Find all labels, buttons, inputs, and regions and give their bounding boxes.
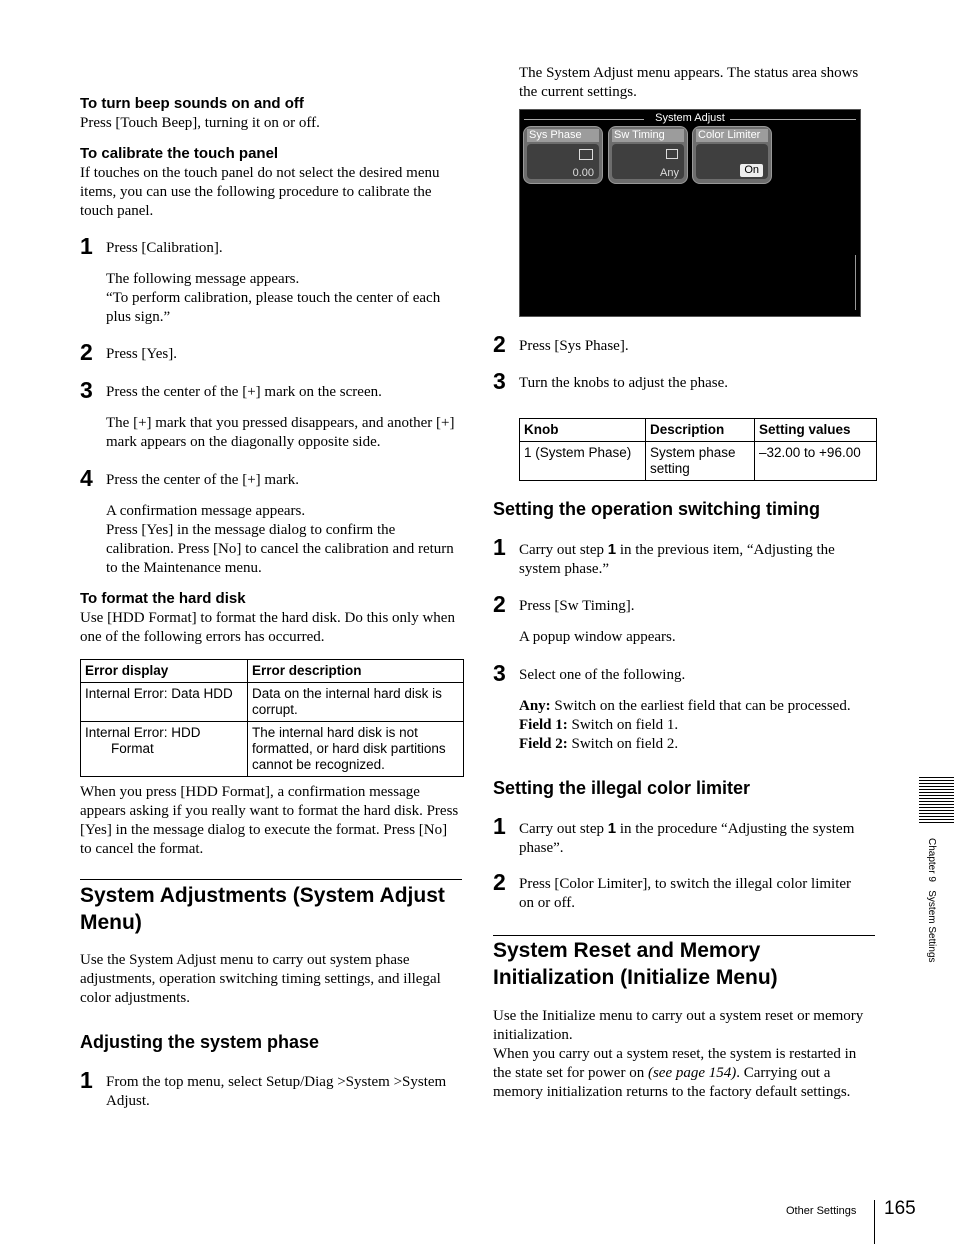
- error-table: [80, 659, 464, 777]
- step-text: Carry out step 1 in the procedure “Adjusting the system phase”.: [519, 820, 855, 856]
- calibrate-body: If touches on the touch panel do not select the desired menu items, you can use the following procedure to calibrate the touch panel.: [80, 165, 440, 219]
- step-note: The following message appears. “To perform calibration, please touch the center of each plus sign.”: [106, 271, 441, 325]
- table-header: Setting values: [755, 419, 877, 442]
- option-field-2: Field 2: Switch on field 2.: [519, 736, 679, 752]
- button-label: Sw Timing: [612, 129, 684, 142]
- step-number: 3: [493, 368, 506, 394]
- table-header-row: [81, 660, 464, 683]
- step-text: Press [Yes].: [106, 346, 177, 362]
- step-text: Select one of the following.: [519, 667, 686, 683]
- phase-heading: Adjusting the system phase: [80, 1032, 320, 1052]
- table-header: Knob: [520, 419, 646, 442]
- table-row: [520, 442, 877, 481]
- sysadj-heading: System Adjustments (System Adjust Menu): [80, 884, 445, 934]
- beep-heading: To turn beep sounds on and off: [80, 95, 304, 112]
- step-text: Turn the knobs to adjust the phase.: [519, 375, 729, 391]
- color-limiter-button[interactable]: [692, 126, 772, 184]
- step-text: Press [Sw Timing].: [519, 598, 635, 614]
- step-number: 2: [80, 339, 93, 365]
- section-rule: [493, 935, 875, 936]
- screen-title: System Adjust: [655, 112, 725, 124]
- sysadj-intro: The System Adjust menu appears. The status area shows the current settings.: [519, 65, 859, 100]
- step-note: A popup window appears.: [519, 629, 676, 645]
- step-note: The [+] mark that you pressed disappears, and another [+] mark appears on the diagonally opposite side.: [106, 415, 455, 450]
- table-cell: Data on the internal hard disk is corrupt.: [248, 683, 464, 722]
- chapter-tab-label: Chapter 9 System Settings: [926, 838, 937, 963]
- button-value: 0.00: [572, 167, 594, 179]
- step-text: Carry out step 1 in the previous item, “Adjusting the system phase.”: [519, 541, 835, 577]
- table-header: Error description: [248, 660, 464, 683]
- format-after: When you press [HDD Format], a confirmation message appears asking if you really want to format the hard disk. Press [Yes] in the message dialog to execute the format. Press [No] to cancel the format.: [80, 784, 459, 857]
- knob-table: [519, 418, 877, 481]
- step-number: 4: [80, 465, 93, 491]
- beep-body: Press [Touch Beep], turning it on or off.: [80, 115, 320, 131]
- reset-heading: System Reset and Memory Initialization (Initialize Menu): [493, 939, 778, 989]
- table-cell: 1 (System Phase): [520, 442, 646, 481]
- step-number: 2: [493, 869, 506, 895]
- footer-divider: [874, 1200, 875, 1244]
- step-number: 2: [493, 591, 506, 617]
- page-number: 165: [884, 1198, 916, 1219]
- button-label: Sys Phase: [527, 129, 599, 142]
- option-any: Any: Switch on the earliest field that can be processed.: [519, 698, 851, 714]
- button-label: Color Limiter: [696, 129, 768, 142]
- section-rule: [80, 879, 462, 880]
- sysadj-body: Use the System Adjust menu to carry out system phase adjustments, operation switching timing settings, and illegal color adjustments.: [80, 952, 441, 1006]
- reset-body: [493, 1007, 877, 1102]
- step-text: Press [Color Limiter], to switch the illegal color limiter on or off.: [519, 876, 852, 911]
- frames-icon: [666, 149, 678, 159]
- monitor-icon: [579, 149, 593, 160]
- limiter-heading: Setting the illegal color limiter: [493, 778, 751, 798]
- footer-section: Other Settings: [786, 1205, 857, 1217]
- table-cell: System phase setting: [646, 442, 755, 481]
- sw-timing-button[interactable]: [608, 126, 688, 184]
- step-text: Press the center of the [+] mark on the screen.: [106, 384, 382, 400]
- chapter-tab-marker: [919, 777, 954, 825]
- table-header: Description: [646, 419, 755, 442]
- step-number: 1: [493, 813, 506, 839]
- reset-p1: Use the Initialize menu to carry out a system reset or memory initialization.: [493, 1008, 864, 1043]
- step-text: Press the center of the [+] mark.: [106, 472, 299, 488]
- table-header: Error display: [81, 660, 248, 683]
- step-text: From the top menu, select Setup/Diag >System >System Adjust.: [106, 1074, 447, 1109]
- button-value: Any: [660, 167, 679, 179]
- scrollbar[interactable]: [855, 255, 856, 310]
- table-row: [81, 683, 464, 722]
- table-header-row: [520, 419, 877, 442]
- table-cell: The internal hard disk is not formatted, or hard disk partitions cannot be recognized.: [248, 722, 464, 777]
- step-number: 3: [80, 377, 93, 403]
- step-number: 2: [493, 331, 506, 357]
- step-number: 3: [493, 660, 506, 686]
- table-cell: –32.00 to +96.00: [755, 442, 877, 481]
- step-text: Press [Sys Phase].: [519, 338, 629, 354]
- step-number: 1: [80, 233, 93, 259]
- system-adjust-screen: [519, 109, 861, 317]
- step-text: Press [Calibration].: [106, 240, 223, 256]
- reset-p2: When you carry out a system reset, the system is restarted in the state set for power on (see page 154). Carrying out a memory initialization returns to the factory default settings.: [493, 1046, 857, 1100]
- option-field-1: Field 1: Switch on field 1.: [519, 717, 679, 733]
- button-value: On: [740, 164, 763, 177]
- table-row: [81, 722, 464, 777]
- step-note: A confirmation message appears. Press [Yes] in the message dialog to confirm the calibration. Press [No] to cancel the calibration and return to the Maintenance menu.: [106, 503, 454, 576]
- timing-heading: Setting the operation switching timing: [493, 499, 820, 519]
- timing-options: [519, 697, 879, 754]
- table-cell: Internal Error: HDD Format: [81, 722, 248, 777]
- calibrate-heading: To calibrate the touch panel: [80, 145, 279, 162]
- page-reference[interactable]: (see page 154): [647, 1065, 737, 1081]
- format-body: Use [HDD Format] to format the hard disk. Do this only when one of the following errors has occurred.: [80, 610, 455, 645]
- table-cell: Internal Error: Data HDD: [81, 683, 248, 722]
- step-number: 1: [493, 534, 506, 560]
- format-heading: To format the hard disk: [80, 590, 246, 607]
- step-number: 1: [80, 1067, 93, 1093]
- sys-phase-button[interactable]: [523, 126, 603, 184]
